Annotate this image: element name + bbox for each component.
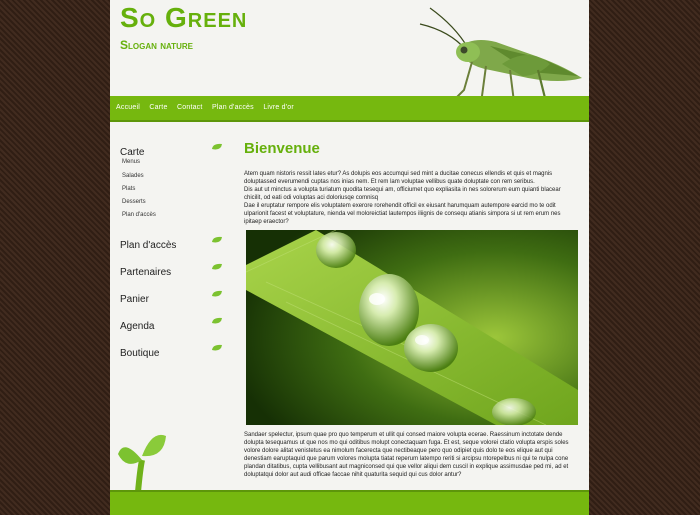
sidebar-item-label: Carte xyxy=(120,147,145,158)
sidebar-item-label: Plan d'accès xyxy=(120,240,177,251)
sidebar-item-boutique[interactable] xyxy=(120,343,222,361)
sprout-icon xyxy=(118,430,166,492)
leaf-icon xyxy=(212,290,222,298)
nav-accueil[interactable]: Accueil xyxy=(116,104,140,111)
leaf-icon xyxy=(212,263,222,271)
sidebar-item-label: Partenaires xyxy=(120,267,172,278)
sidebar-subitem-desserts[interactable]: Desserts xyxy=(122,199,146,205)
sidebar-item-label: Panier xyxy=(120,294,149,305)
intro-paragraph: Atem quam nistoris ressit lates etur? As dolupis eos accumqui sed mint a ducitae conecus ellendis et quis et magnis doluptassed everumendi cuptas nos inias nem. Et rem lam voluptae vellibus quate doluptate con rem seribus. xyxy=(244,171,553,186)
page-container xyxy=(110,0,589,515)
leaf-icon xyxy=(212,317,222,325)
nav-plan-acces[interactable]: Plan d'accès xyxy=(211,104,254,111)
leaf-icon xyxy=(212,236,222,244)
leaf-icon xyxy=(212,344,222,352)
main-navigation xyxy=(110,96,589,122)
leaf-icon xyxy=(212,143,222,151)
sidebar-item-label: Boutique xyxy=(120,348,160,359)
sidebar-subitem-plan-acces[interactable]: Plan d'accès xyxy=(122,212,156,218)
nav-carte[interactable]: Carte xyxy=(149,104,168,111)
sidebar-item-panier[interactable] xyxy=(120,289,222,307)
nav-livre-dor[interactable]: Livre d'or xyxy=(263,104,294,111)
footer-bar xyxy=(110,490,589,515)
header xyxy=(110,0,589,96)
intro-paragraph-3: Dae il eruptatur rempore elis voluptatem exerore rorehendit officil ex eiusant harumquam autempore earcid mo te odit ulparionit facest et voluptature, nienda vel moloreictiat lautempos iliignis de consequ atianis simpora si ut rem erum nes ipitaep eraector? xyxy=(244,203,561,226)
bottom-paragraph: Sandaer spelectur, ipsum quae pro quo temperum et ullit qui consed maiore volupta ecerae. Raessinum inctotate dende dolupta tesequamus ut que nos mo qui oditibus molupt conectaquam fuga. Et est, seque volorei ctatio volupta erspis soles volore dolore alitat venistetus ea nimolum facerecta que nectibeaque pero quo odipiet quis dolo te eos elique aut qui denestiam earuptaquid que parum volores molupta tiatat reperum latempo reriti si arcipsu ntorepelbus ni qui te nulpa cone plandan ditatibus, cupta vellibusant aut magniconsed qui que vellor aliqui dem cuscil in explique assimusdae ped mi, ad et doluptatqui dolor aut audi officae faccae nihit quaturita sequid qui cus dolor antur? xyxy=(244,432,569,479)
water-drops-photo xyxy=(246,230,578,425)
sidebar-item-carte[interactable] xyxy=(120,142,222,160)
site-slogan: Slogan nature xyxy=(120,38,193,52)
sidebar-item-label: Agenda xyxy=(120,321,155,332)
page-title: Bienvenue xyxy=(244,140,320,157)
sidebar-subitem-salades[interactable]: Salades xyxy=(122,173,144,179)
site-title: So Green xyxy=(120,2,248,33)
sidebar-subitem-plats[interactable]: Plats xyxy=(122,186,136,192)
intro-paragraph-2: Dis aut ut minctus a volupta turiatum quodita tesequi am, officiumet quo expliasita in nes solorerum eum quianti blacear chicilit, od eati odi voluptas aci doloriusqe comnisq xyxy=(244,187,561,202)
sidebar xyxy=(110,122,235,482)
sidebar-item-partenaires[interactable] xyxy=(120,262,222,280)
sidebar-item-agenda[interactable] xyxy=(120,316,222,334)
sidebar-subitem-menus[interactable]: Menus xyxy=(122,159,141,165)
nav-contact[interactable]: Contact xyxy=(177,104,203,111)
sidebar-item-plan-acces[interactable] xyxy=(120,235,222,253)
